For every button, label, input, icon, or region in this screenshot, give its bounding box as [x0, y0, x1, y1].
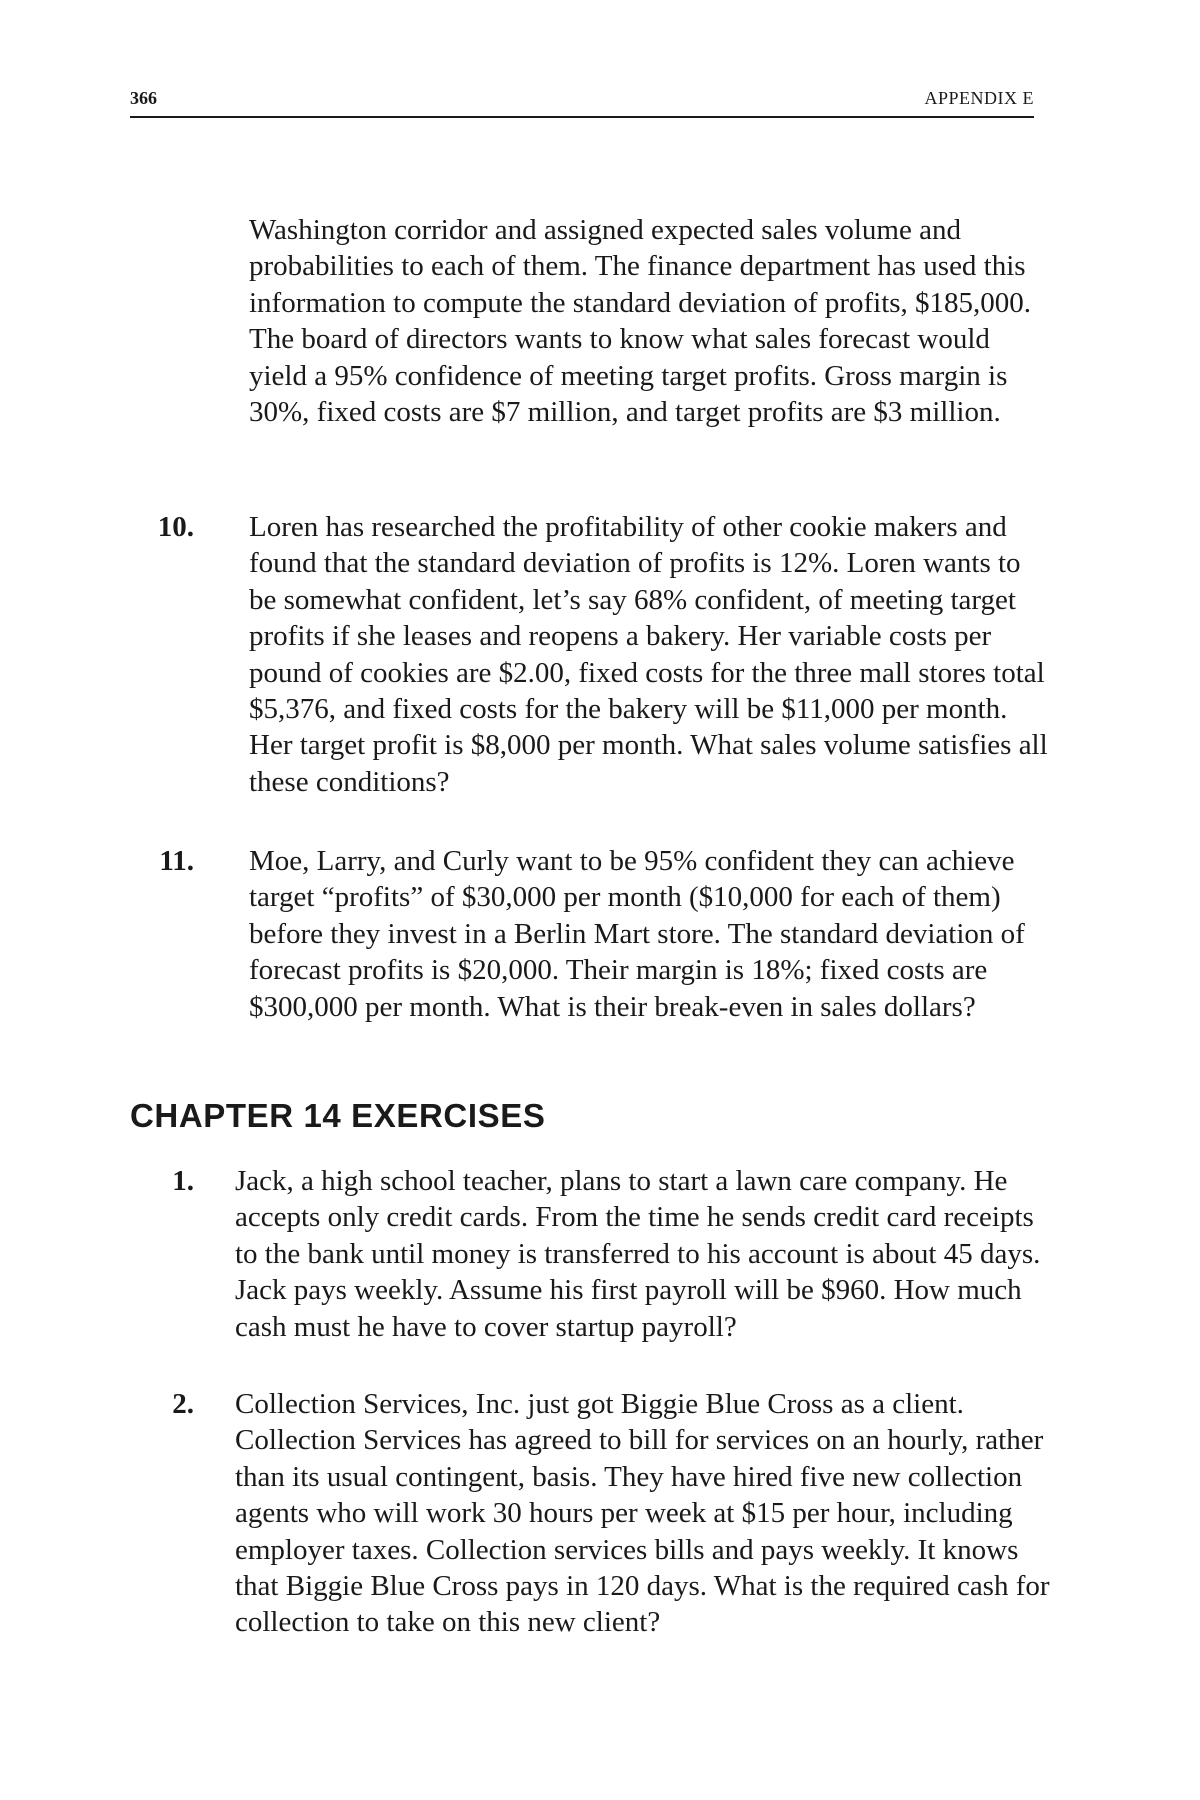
continued-exercise-text: Washington corridor and assigned expected sales volume and probabilities to each of them. The finance department has used this information to compute the standard deviation of profits, $185,000. The board of directors wants to know what sales forecast would yield a 95% confidence of meeting target profits. Gross margin is 30%, fixed costs are $7 million, and target profits are $3 million. — [249, 214, 1032, 429]
exercise-number: 1. — [172, 1165, 194, 1197]
section-label: APPENDIX E — [924, 88, 1034, 108]
exercise-number: 11. — [159, 845, 194, 877]
exercise-number: 2. — [172, 1388, 194, 1420]
exercise-text: Loren has researched the profitability of other cookie makers and found that the standard deviation of profits is 12%. Loren wants to be somewhat confident, let’s say 68% confident, of meeting target profits if she leases and reopens a bakery. Her variable costs per pound of cookies are $2.00, fixed costs for the three mall stores total $5,376, and fixed costs for the bakery will be $11,000 per month. Her target profit is $8,000 per month. What sales volume satisfies all these conditions? — [249, 511, 1048, 798]
page-number: 366 — [130, 88, 157, 108]
exercise-number: 10. — [157, 511, 194, 543]
exercise-text: Moe, Larry, and Curly want to be 95% confident they can achieve target “profits” of $30,000 per month ($10,000 for each of them) before they invest in a Berlin Mart store. The standard deviation of forecast profits is $20,000. Their margin is 18%; fixed costs are $300,000 per month. What is their break-even in sales dollars? — [249, 845, 1025, 1023]
exercise-text: Jack, a high school teacher, plans to start a lawn care company. He accepts only credit cards. From the time he sends credit card receipts to the bank until money is transferred to his account is about 45 days. Jack pays weekly. Assume his first payroll will be $960. How much cash must he have to cover startup payroll? — [235, 1165, 1041, 1343]
exercise-text: Collection Services, Inc. just got Biggie Blue Cross as a client. Collection Services has agreed to bill for services on an hourly, rather than its usual contingent, basis. They have hired five new collection agents who will work 30 hours per week at $15 per hour, including employer taxes. Collection services bills and pays weekly. It knows that Biggie Blue Cross pays in 120 days. What is the required cash for collection to take on this new client? — [235, 1388, 1050, 1639]
chapter-heading: CHAPTER 14 EXERCISES — [130, 1097, 546, 1134]
running-head — [130, 86, 1034, 118]
